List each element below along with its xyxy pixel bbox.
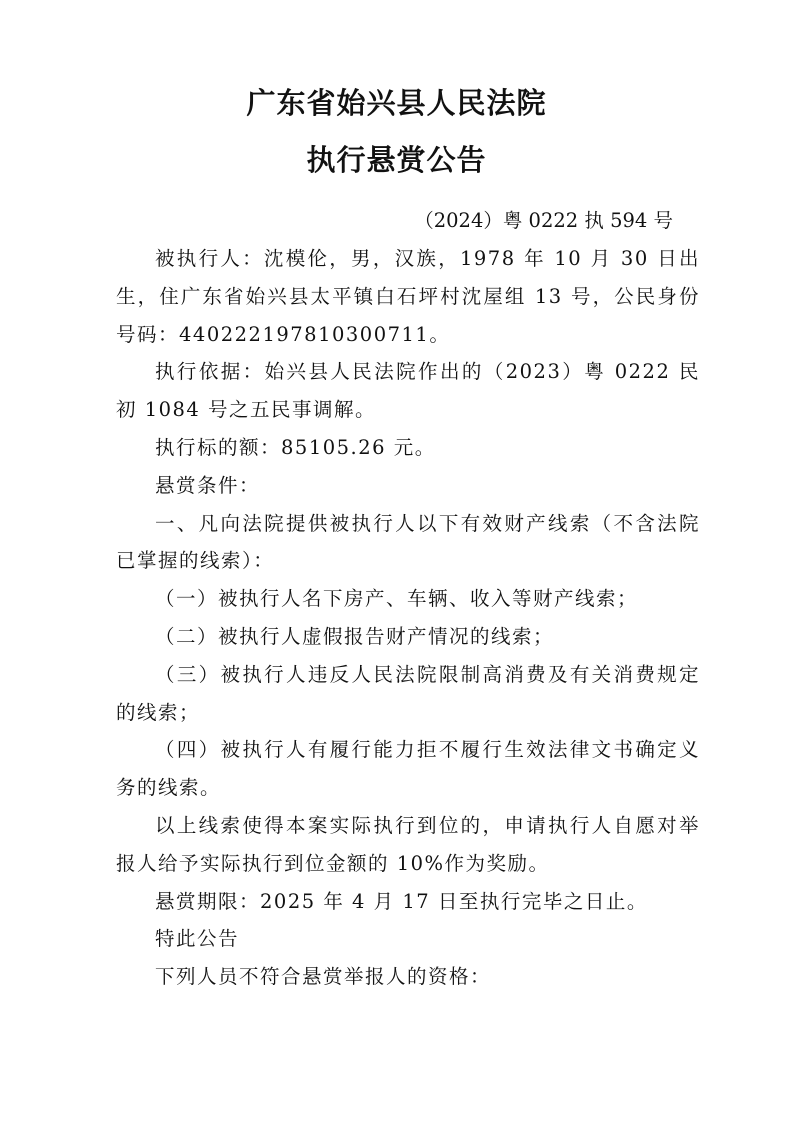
paragraph-notice-closing: 特此公告 (155, 927, 240, 951)
paragraph-condition-1: 一、凡向法院提供被执行人以下有效财产线索（不含法院已掌握的线索）： (116, 511, 700, 573)
paragraph-enforcement-basis: 执行依据：始兴县人民法院作出的（2023）粤 0222 民初 1084 号之五民事调解。 (116, 360, 700, 422)
document-title: 执行悬赏公告 (306, 143, 487, 177)
paragraph-reward-period: 悬赏期限：2025 年 4 月 17 日至执行完毕之日止。 (155, 889, 648, 913)
paragraph-respondent-info: 被执行人：沈模伦，男，汉族，1978 年 10 月 30 日出生，住广东省始兴县太平镇白石坪村沈屋组 13 号，公民身份号码：440222197810300711。 (116, 247, 700, 346)
paragraph-condition-1-item-1: （一）被执行人名下房产、车辆、收入等财产线索； (155, 587, 639, 611)
paragraph-reward-conditions-heading: 悬赏条件： (155, 473, 261, 497)
paragraph-condition-1-item-2: （二）被执行人虚假报告财产情况的线索； (155, 624, 555, 648)
paragraph-condition-1-item-3: （三）被执行人违反人民法院限制高消费及有关消费规定的线索； (116, 662, 700, 724)
court-name-heading: 广东省始兴县人民法院 (246, 86, 547, 120)
paragraph-ineligible-persons: 下列人员不符合悬赏举报人的资格： (155, 965, 492, 989)
announcement-body (116, 240, 700, 996)
paragraph-enforcement-amount: 执行标的额：85105.26 元。 (155, 435, 436, 459)
case-number: （2024）粤 0222 执 594 号 (414, 209, 673, 232)
paragraph-reward-terms: 以上线索使得本案实际执行到位的，申请执行人自愿对举报人给予实际执行到位金额的 10%作为奖励。 (116, 813, 700, 875)
paragraph-condition-1-item-4: （四）被执行人有履行能力拒不履行生效法律文书确定义务的线索。 (116, 738, 700, 800)
